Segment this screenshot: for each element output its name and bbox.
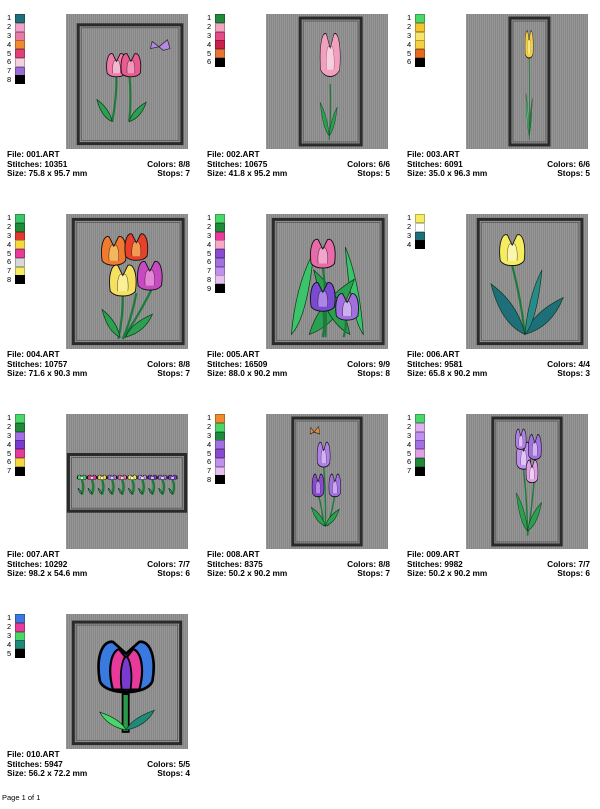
- thread-number: 6: [7, 257, 12, 267]
- design-size: Size: 41.8 x 95.2 mm: [207, 168, 288, 178]
- thread-number: 3: [7, 30, 12, 40]
- design-thumbnail[interactable]: [266, 214, 388, 349]
- color-chip: [15, 223, 25, 232]
- thread-color-list: [7, 214, 27, 284]
- thread-number: 1: [407, 413, 412, 423]
- color-chip: [415, 414, 425, 423]
- color-chip: [15, 467, 25, 476]
- thread-number: 7: [7, 266, 12, 276]
- design-info: [7, 150, 190, 179]
- design-thumbnail[interactable]: [266, 14, 388, 149]
- design-size: Size: 56.2 x 72.2 mm: [7, 768, 88, 778]
- file-name: File: 001.ART: [7, 149, 60, 159]
- stop-count: Stops: 5: [357, 168, 390, 178]
- thread-number: 3: [207, 30, 212, 40]
- thread-number: 8: [7, 274, 12, 284]
- color-chip: [15, 14, 25, 23]
- design-card: [204, 414, 394, 609]
- thread-number: 2: [207, 422, 212, 432]
- design-thumbnail[interactable]: [66, 14, 188, 149]
- stitch-count: Stitches: 10292: [7, 558, 68, 569]
- thread-number: 1: [207, 413, 212, 423]
- thread-number: 6: [207, 257, 212, 267]
- color-chip: [215, 475, 225, 484]
- thread-number: 6: [407, 57, 412, 67]
- thread-number: 6: [207, 457, 212, 467]
- embroidery-preview: [66, 14, 188, 149]
- color-chip: [15, 640, 25, 649]
- thread-color-list: [407, 14, 427, 67]
- color-chip: [415, 240, 425, 249]
- thread-number: 5: [7, 448, 12, 458]
- stop-count: Stops: 8: [357, 368, 390, 378]
- thread-number: 1: [7, 413, 12, 423]
- color-chip: [415, 40, 425, 49]
- stitch-count: Stitches: 16509: [207, 358, 268, 369]
- thread-number: 2: [7, 22, 12, 32]
- color-chip: [215, 58, 225, 67]
- thread-color-swatch: [207, 240, 227, 249]
- thread-number: 6: [7, 457, 12, 467]
- thread-number: 1: [7, 613, 12, 623]
- color-count: Colors: 7/7: [547, 558, 590, 569]
- thread-number: 2: [407, 222, 412, 232]
- thread-number: 2: [407, 22, 412, 32]
- thread-number: 3: [207, 230, 212, 240]
- color-chip: [15, 614, 25, 623]
- thread-number: 5: [207, 48, 212, 58]
- thread-number: 5: [207, 448, 212, 458]
- thread-color-swatch: [207, 476, 227, 485]
- thread-number: 8: [207, 474, 212, 484]
- color-chip: [15, 458, 25, 467]
- design-size: Size: 75.8 x 95.7 mm: [7, 168, 88, 178]
- color-chip: [15, 214, 25, 223]
- stop-count: Stops: 7: [157, 168, 190, 178]
- thread-color-list: [7, 14, 27, 84]
- thread-number: 7: [7, 66, 12, 76]
- file-name: File: 003.ART: [407, 149, 460, 159]
- thread-number: 2: [7, 222, 12, 232]
- thread-number: 8: [207, 274, 212, 284]
- color-chip: [215, 14, 225, 23]
- color-chip: [15, 75, 25, 84]
- embroidery-preview: [66, 214, 188, 349]
- thread-number: 2: [7, 422, 12, 432]
- thread-number: 2: [207, 222, 212, 232]
- thread-number: 2: [7, 622, 12, 632]
- thread-color-swatch: [7, 640, 27, 649]
- color-count: Colors: 6/6: [347, 158, 390, 169]
- color-chip: [15, 249, 25, 258]
- thread-color-swatch: [407, 467, 427, 476]
- color-chip: [15, 632, 25, 641]
- thread-number: 4: [207, 239, 212, 249]
- file-name: File: 009.ART: [407, 549, 460, 559]
- thread-number: 8: [7, 74, 12, 84]
- design-size: Size: 88.0 x 90.2 mm: [207, 368, 288, 378]
- thread-number: 5: [7, 648, 12, 658]
- color-chip: [215, 284, 225, 293]
- thread-number: 6: [7, 57, 12, 67]
- color-chip: [15, 275, 25, 284]
- thread-number: 6: [407, 457, 412, 467]
- thread-color-list: [407, 414, 427, 476]
- stitch-count: Stitches: 10757: [7, 358, 68, 369]
- stitch-count: Stitches: 10675: [207, 158, 268, 169]
- design-card: [4, 614, 194, 809]
- thread-number: 3: [7, 430, 12, 440]
- thread-color-swatch: [207, 284, 227, 293]
- thread-number: 5: [407, 48, 412, 58]
- thread-number: 3: [7, 230, 12, 240]
- color-chip: [15, 67, 25, 76]
- thread-color-swatch: [407, 240, 427, 249]
- thread-number: 2: [207, 22, 212, 32]
- color-chip: [215, 440, 225, 449]
- color-chip: [15, 649, 25, 658]
- design-thumbnail[interactable]: [66, 414, 188, 549]
- thread-number: 4: [7, 39, 12, 49]
- design-card: [204, 214, 394, 409]
- stitch-count: Stitches: 5947: [7, 758, 63, 769]
- design-info: [207, 350, 390, 379]
- thread-number: 7: [207, 266, 212, 276]
- design-card: [404, 414, 594, 609]
- color-chip: [415, 49, 425, 58]
- color-chip: [415, 23, 425, 32]
- design-info: [7, 550, 190, 579]
- embroidery-preview: [466, 414, 588, 549]
- thread-color-swatch: [207, 58, 227, 67]
- color-chip: [415, 32, 425, 41]
- thread-number: 3: [207, 430, 212, 440]
- stop-count: Stops: 5: [557, 168, 590, 178]
- design-card: [404, 14, 594, 209]
- design-info: [7, 350, 190, 379]
- color-count: Colors: 4/4: [547, 358, 590, 369]
- stop-count: Stops: 7: [157, 368, 190, 378]
- color-count: Colors: 8/8: [347, 558, 390, 569]
- design-info: [407, 350, 590, 379]
- color-chip: [15, 49, 25, 58]
- thread-number: 5: [7, 48, 12, 58]
- thread-number: 1: [207, 13, 212, 23]
- thread-color-swatch: [7, 40, 27, 49]
- stop-count: Stops: 4: [157, 768, 190, 778]
- color-count: Colors: 5/5: [147, 758, 190, 769]
- thread-number: 5: [7, 248, 12, 258]
- file-name: File: 008.ART: [207, 549, 260, 559]
- thread-number: 4: [407, 39, 412, 49]
- design-info: [207, 550, 390, 579]
- thread-color-list: [7, 614, 27, 658]
- thread-number: 3: [407, 430, 412, 440]
- embroidery-preview: [466, 14, 588, 149]
- page-footer: Page 1 of 1: [2, 793, 41, 802]
- color-chip: [215, 232, 225, 241]
- color-chip: [215, 40, 225, 49]
- design-info: [407, 150, 590, 179]
- color-chip: [15, 440, 25, 449]
- thread-number: 4: [407, 239, 412, 249]
- design-size: Size: 50.2 x 90.2 mm: [407, 568, 488, 578]
- color-chip: [15, 623, 25, 632]
- thread-number: 4: [207, 39, 212, 49]
- color-chip: [15, 32, 25, 41]
- color-chip: [15, 267, 25, 276]
- thread-number: 3: [407, 30, 412, 40]
- color-chip: [215, 432, 225, 441]
- color-count: Colors: 9/9: [347, 358, 390, 369]
- color-chip: [15, 258, 25, 267]
- thread-color-list: [7, 414, 27, 476]
- thread-number: 3: [7, 630, 12, 640]
- color-chip: [415, 467, 425, 476]
- file-name: File: 005.ART: [207, 349, 260, 359]
- thread-color-swatch: [7, 76, 27, 85]
- thread-number: 7: [207, 466, 212, 476]
- color-chip: [215, 240, 225, 249]
- color-chip: [215, 23, 225, 32]
- stop-count: Stops: 6: [557, 568, 590, 578]
- color-chip: [15, 240, 25, 249]
- design-thumbnail[interactable]: [66, 614, 188, 749]
- thread-number: 1: [207, 213, 212, 223]
- color-chip: [415, 14, 425, 23]
- thread-number: 7: [7, 466, 12, 476]
- stitch-count: Stitches: 9982: [407, 558, 463, 569]
- color-chip: [415, 440, 425, 449]
- color-chip: [215, 458, 225, 467]
- thread-color-swatch: [7, 240, 27, 249]
- embroidery-preview: [66, 614, 188, 749]
- thread-number: 4: [7, 639, 12, 649]
- color-chip: [15, 432, 25, 441]
- file-name: File: 004.ART: [7, 349, 60, 359]
- design-info: [407, 550, 590, 579]
- thread-color-swatch: [7, 649, 27, 658]
- thread-color-list: [407, 214, 427, 249]
- thread-number: 4: [7, 239, 12, 249]
- thread-number: 9: [207, 283, 212, 293]
- thread-number: 5: [207, 248, 212, 258]
- thread-color-swatch: [7, 440, 27, 449]
- thread-color-swatch: [407, 58, 427, 67]
- thread-number: 1: [407, 13, 412, 23]
- thread-number: 1: [7, 213, 12, 223]
- color-chip: [215, 449, 225, 458]
- design-thumbnail[interactable]: [466, 214, 588, 349]
- color-chip: [15, 414, 25, 423]
- stitch-count: Stitches: 9581: [407, 358, 463, 369]
- color-count: Colors: 6/6: [547, 158, 590, 169]
- file-name: File: 002.ART: [207, 149, 260, 159]
- design-card: [4, 214, 194, 409]
- file-name: File: 006.ART: [407, 349, 460, 359]
- file-name: File: 007.ART: [7, 549, 60, 559]
- thread-number: 4: [407, 439, 412, 449]
- embroidery-preview: [66, 414, 188, 549]
- color-chip: [215, 214, 225, 223]
- color-chip: [215, 249, 225, 258]
- color-chip: [215, 32, 225, 41]
- color-chip: [15, 23, 25, 32]
- embroidery-preview: [266, 414, 388, 549]
- thread-color-swatch: [407, 40, 427, 49]
- color-chip: [215, 267, 225, 276]
- color-chip: [415, 214, 425, 223]
- design-card: [204, 14, 394, 209]
- embroidery-preview: [266, 214, 388, 349]
- color-chip: [415, 423, 425, 432]
- design-thumbnail[interactable]: [466, 414, 588, 549]
- color-chip: [215, 414, 225, 423]
- color-chip: [215, 49, 225, 58]
- stitch-count: Stitches: 10351: [7, 158, 68, 169]
- thread-color-swatch: [7, 467, 27, 476]
- embroidery-preview: [466, 214, 588, 349]
- design-size: Size: 71.6 x 90.3 mm: [7, 368, 88, 378]
- thread-color-swatch: [207, 440, 227, 449]
- color-count: Colors: 7/7: [147, 558, 190, 569]
- design-card: [404, 214, 594, 409]
- thread-number: 1: [7, 13, 12, 23]
- design-info: [7, 750, 190, 779]
- design-card: [4, 14, 194, 209]
- thread-color-swatch: [407, 440, 427, 449]
- design-thumbnail[interactable]: [466, 14, 588, 149]
- stitch-count: Stitches: 8375: [207, 558, 263, 569]
- color-chip: [415, 223, 425, 232]
- thread-number: 4: [207, 439, 212, 449]
- design-size: Size: 50.2 x 90.2 mm: [207, 568, 288, 578]
- color-chip: [15, 58, 25, 67]
- color-chip: [415, 458, 425, 467]
- color-chip: [15, 449, 25, 458]
- thread-color-swatch: [7, 276, 27, 285]
- design-thumbnail[interactable]: [66, 214, 188, 349]
- stop-count: Stops: 7: [357, 568, 390, 578]
- thread-number: 7: [407, 466, 412, 476]
- file-name: File: 010.ART: [7, 749, 60, 759]
- design-size: Size: 35.0 x 96.3 mm: [407, 168, 488, 178]
- color-chip: [15, 423, 25, 432]
- color-chip: [415, 449, 425, 458]
- color-chip: [215, 275, 225, 284]
- embroidery-preview: [266, 14, 388, 149]
- design-info: [207, 150, 390, 179]
- color-chip: [415, 58, 425, 67]
- thread-color-list: [207, 414, 227, 484]
- thread-color-list: [207, 214, 227, 293]
- thread-number: 5: [407, 448, 412, 458]
- thread-color-list: [207, 14, 227, 67]
- thread-number: 4: [7, 439, 12, 449]
- color-chip: [215, 423, 225, 432]
- thread-number: 6: [207, 57, 212, 67]
- color-chip: [15, 232, 25, 241]
- design-card: [4, 414, 194, 609]
- design-size: Size: 65.8 x 90.2 mm: [407, 368, 488, 378]
- thread-number: 2: [407, 422, 412, 432]
- color-chip: [215, 223, 225, 232]
- stitch-count: Stitches: 6091: [407, 158, 463, 169]
- color-count: Colors: 8/8: [147, 158, 190, 169]
- stop-count: Stops: 6: [157, 568, 190, 578]
- stop-count: Stops: 3: [557, 368, 590, 378]
- color-chip: [415, 432, 425, 441]
- color-chip: [415, 232, 425, 241]
- design-size: Size: 98.2 x 54.6 mm: [7, 568, 88, 578]
- color-count: Colors: 8/8: [147, 358, 190, 369]
- design-thumbnail[interactable]: [266, 414, 388, 549]
- thread-color-swatch: [207, 40, 227, 49]
- thread-number: 3: [407, 230, 412, 240]
- color-chip: [215, 467, 225, 476]
- color-chip: [215, 258, 225, 267]
- color-chip: [15, 40, 25, 49]
- thread-number: 1: [407, 213, 412, 223]
